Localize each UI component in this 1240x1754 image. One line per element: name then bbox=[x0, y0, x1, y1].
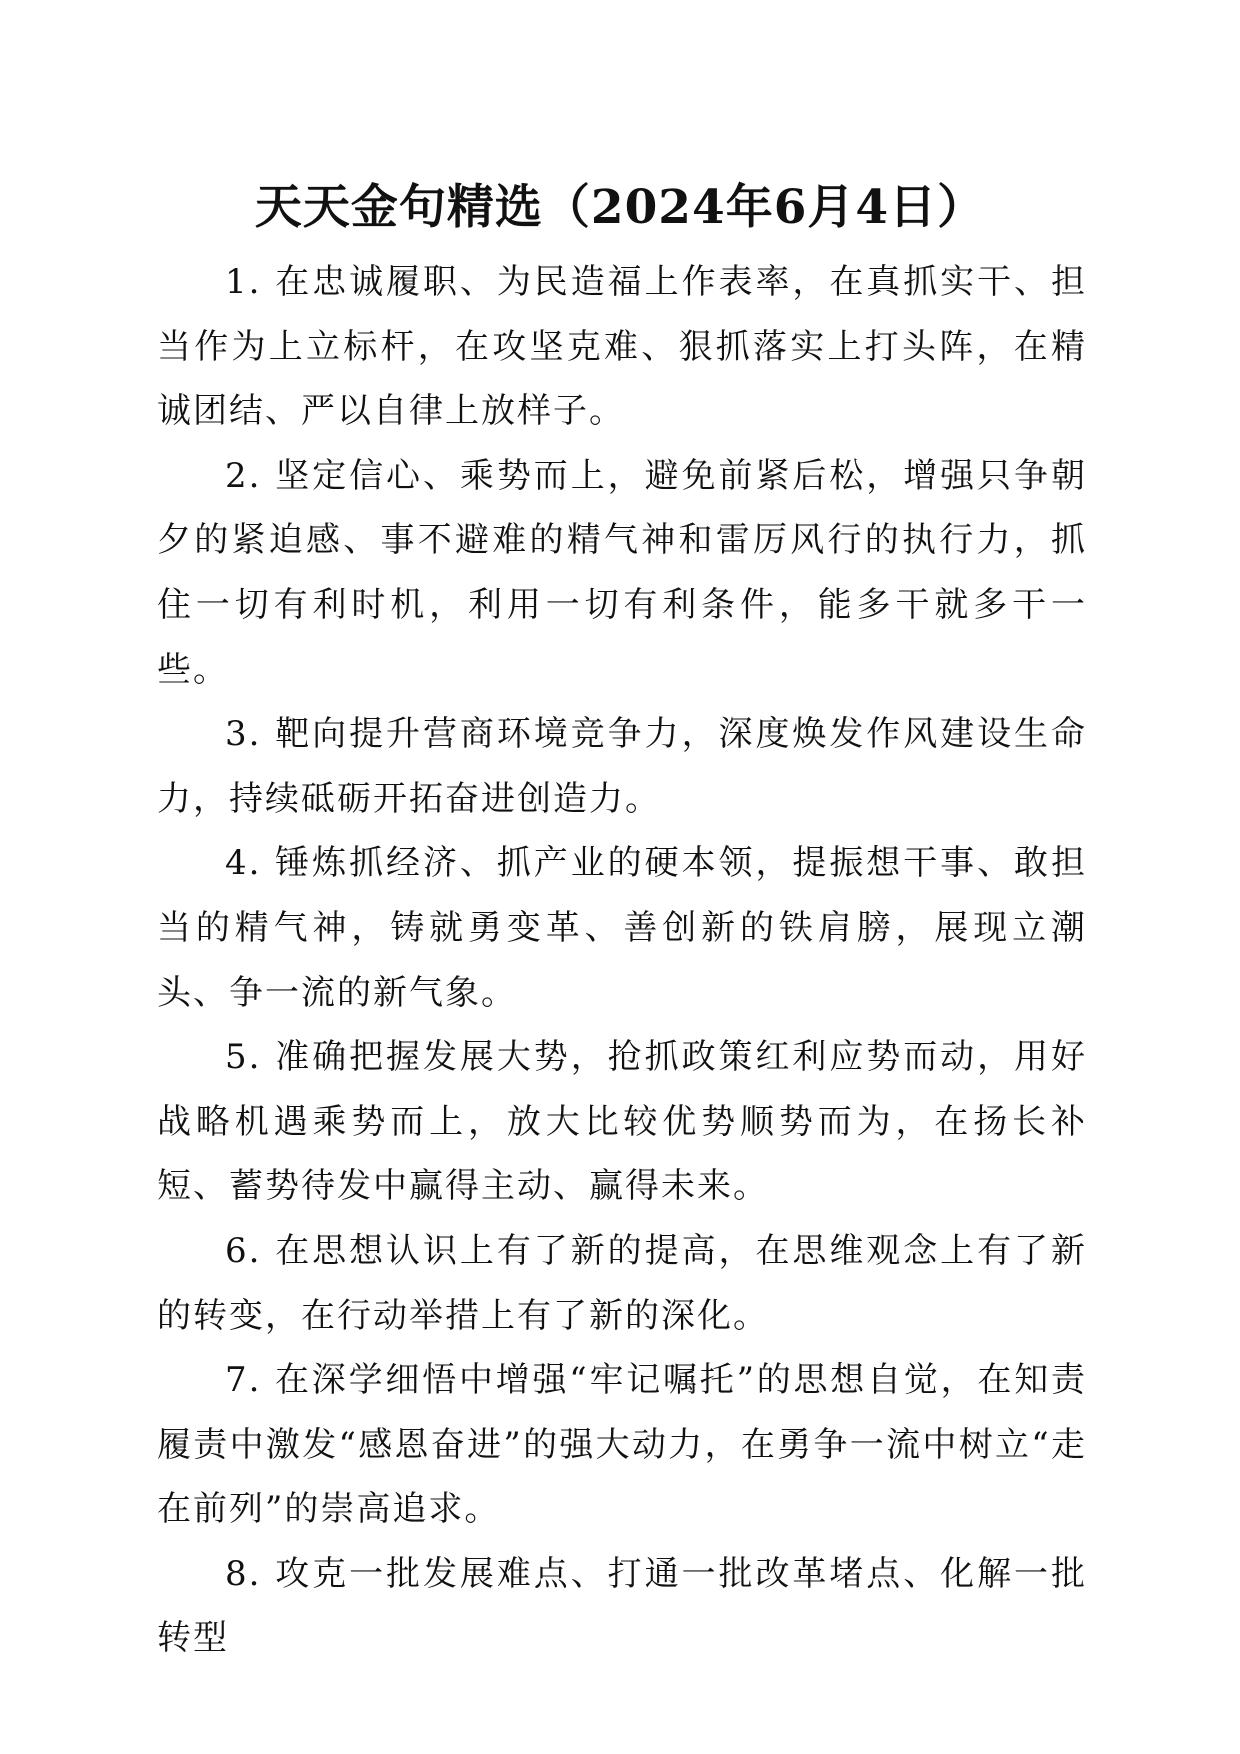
quote-paragraph-1: 1. 在忠诚履职、为民造福上作表率，在真抓实干、担当作为上立标杆，在攻坚克难、狠抓落实上打头阵，在精诚团结、严以自律上放样子。 bbox=[157, 262, 1087, 432]
quote-paragraph-2: 2. 坚定信心、乘势而上，避免前紧后松，增强只争朝夕的紧迫感、事不避难的精气神和雷厉风行的执行力，抓住一切有利时机，利用一切有利条件，能多干就多干一些。 bbox=[157, 455, 1087, 690]
quote-paragraph-8: 8. 攻克一批发展难点、打通一批改革堵点、化解一批转型 bbox=[157, 1553, 1087, 1659]
quote-paragraph-3: 3. 靶向提升营商环境竞争力，深度焕发作风建设生命力，持续砥砺开拓奋进创造力。 bbox=[157, 714, 1087, 819]
document-body bbox=[157, 250, 1087, 1671]
quote-paragraph-5: 5. 准确把握发展大势，抢抓政策红利应势而动，用好战略机遇乘势而上，放大比较优势顺势而为，在扬长补短、蓄势待发中赢得主动、赢得未来。 bbox=[157, 1037, 1087, 1207]
quote-paragraph-4: 4. 锤炼抓经济、抓产业的硬本领，提振想干事、敢担当的精气神，铸就勇变革、善创新的铁肩膀，展现立潮头、争一流的新气象。 bbox=[157, 843, 1087, 1013]
document-title: 天天金句精选（2024年6月4日） bbox=[254, 180, 986, 235]
quote-paragraph-6: 6. 在思想认识上有了新的提高，在思维观念上有了新的转变，在行动举措上有了新的深化。 bbox=[157, 1230, 1087, 1336]
quote-paragraph-7: 7. 在深学细悟中增强“牢记嘱托”的思想自觉，在知责履责中激发“感恩奋进”的强大动力，在勇争一流中树立“走在前列”的崇高追求。 bbox=[157, 1360, 1087, 1530]
